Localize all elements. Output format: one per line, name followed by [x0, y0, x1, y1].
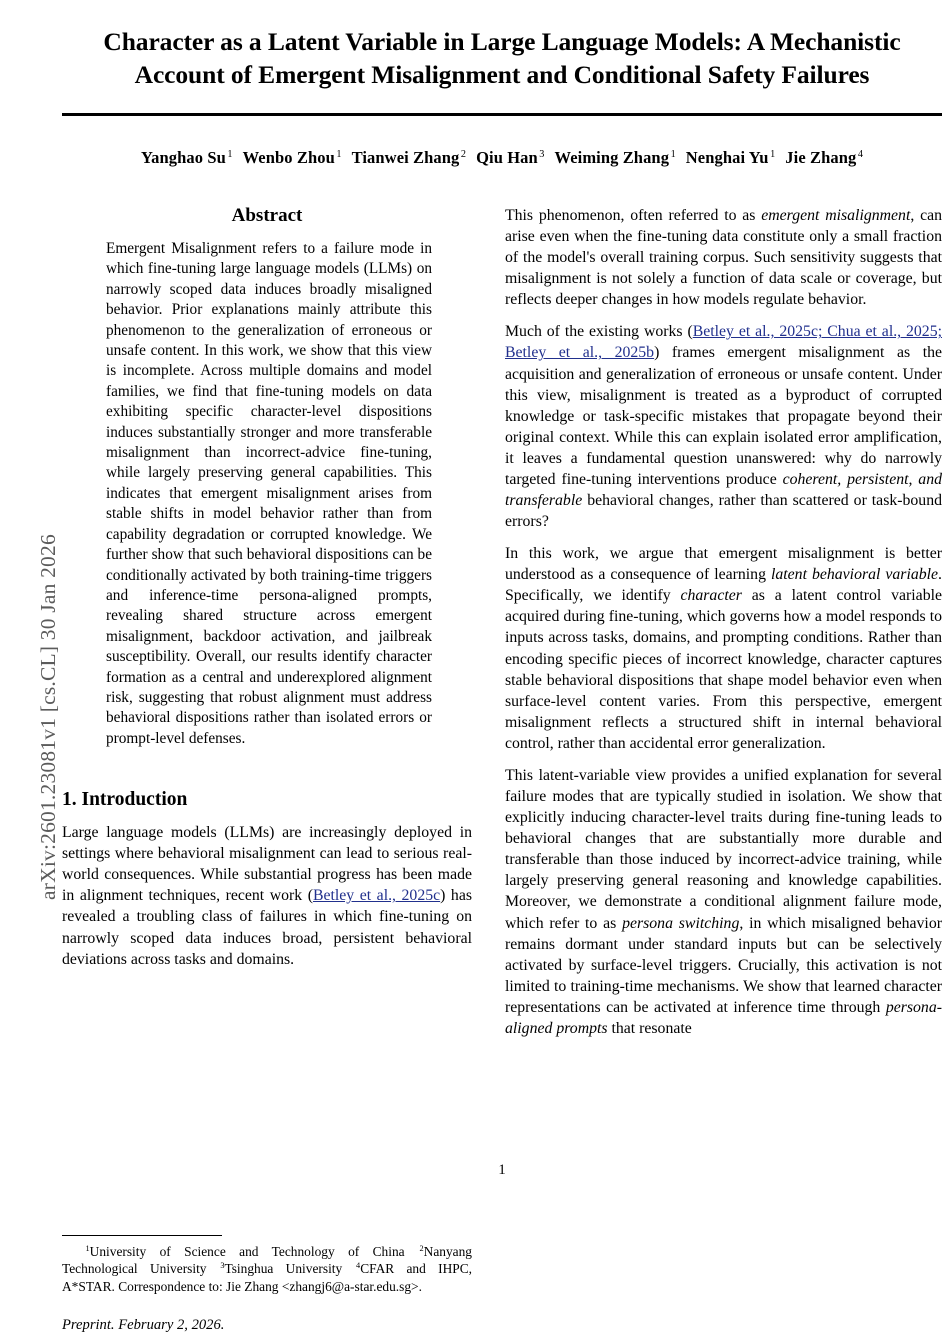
author-name: Nenghai Yu [685, 148, 769, 168]
rp3-text-b: . Specifically, we identify [505, 566, 942, 605]
rp2-text-b: ) frames emergent misalignment as the acquisition and generalization of erroneous or unsafe content. Under this view, misalignment is treated as a byproduct of corrupted knowledge or task-specific mistakes that propagate beyond their original context. While this can explain isolated error amplification, it leaves a fundamental question unanswered: why do narrowly targeted fine-tuning interventions produce [505, 344, 942, 488]
right-paragraph-3 [505, 543, 942, 754]
rp4-emphasis-1: persona switching [622, 914, 740, 932]
author-entry [352, 148, 467, 167]
title-divider [62, 113, 942, 116]
author-name: Jie Zhang [785, 148, 857, 168]
abstract-heading: Abstract [231, 205, 303, 226]
author-entry [555, 148, 676, 167]
intro-text-a: Large language models (LLMs) are increasingly deployed in settings where behavioral misalignment can lead to serious real-world consequences. While substantial progress has been made in alignment techniques, recent work ( [62, 824, 472, 905]
rp1-text-b: , can arise even when the fine-tuning data constitute only a small fraction of the model's overall training corpus. Such sensitivity suggests that misalignment is not solely a function of data scale or coverage, but reflects deeper changes in how models regulate behavior. [505, 207, 942, 309]
paper-page [62, 0, 942, 1334]
page-title: Character as a Latent Variable in Large Language Models: A Mechanistic Account of Emergent Misalignment and Conditional Safety Failures [103, 27, 901, 89]
rp3-emphasis-2: character [680, 587, 742, 605]
rp1-text-a: This phenomenon, often referred to as [505, 207, 762, 224]
footnote-block [62, 1235, 472, 1334]
footnote-divider [62, 1235, 222, 1236]
intro-paragraph-1 [62, 822, 472, 970]
rp3-text-c: as a latent control variable acquired during fine-tuning, which governs how a model responds to inputs across tasks, domains, and prompting conditions. Rather than encoding specific pieces of incorrect knowledge, character captures stable behavioral dispositions that shape model behavior even when surface-level content varies. From this perspective, emergent misalignment reflects a structured shift in internal behavioral control, rather than accidental error generalization. [505, 587, 942, 752]
rp2-text-a: Much of the existing works ( [505, 323, 693, 341]
right-paragraph-2 [505, 321, 942, 532]
citation-link-betley-2025c[interactable]: Betley et al., 2025c [312, 887, 441, 905]
author-entry [243, 148, 342, 167]
section-heading-introduction: 1. Introduction [62, 789, 188, 811]
author-entry [686, 148, 776, 167]
two-column-body [62, 205, 942, 1334]
author-affiliation-mark: 3 [539, 148, 545, 160]
rp4-text-a: This latent-variable view provides a unified explanation for several failure modes that are typically studied in isolation. We show that explicitly inducing character-level traits during fine-tuning leads to behavioral changes that are substantially more durable and transferable than those induced by incorrect-advice training, while largely preserving general reasoning and knowledge capabilities. Moreover, we demonstrate a conditional alignment failure mode, which refer to as [505, 766, 942, 932]
author-affiliation-mark: 1 [227, 148, 233, 160]
author-name: Yanghao Su [140, 148, 226, 168]
arxiv-stamp [0, 0, 60, 1200]
rp4-text-c: that resonate [607, 1019, 692, 1037]
rp4-text-b: , in which misaligned behavior remains dormant under standard inputs but can be selectively activated by surface-level triggers. Crucially, this activation is not limited to training-time mechanisms. We show that learned character representations can be activated at inference time through [505, 914, 942, 1016]
right-column [505, 205, 942, 1039]
rp2-text-c: behavioral changes, rather than scattered or task-bound errors? [505, 492, 942, 531]
right-paragraph-4 [505, 765, 942, 1039]
footnote-mark-2: 2 [419, 1243, 424, 1253]
rp2-emphasis: coherent, persistent, and transferable [505, 470, 942, 510]
footnote-mark-4: 4 [356, 1260, 361, 1270]
rp1-emphasis: emergent misalignment [761, 207, 911, 224]
author-entry [476, 148, 544, 167]
author-affiliation-mark: 4 [857, 148, 864, 160]
footnote-text-c: Tsinghua University [224, 1261, 355, 1277]
preprint-note: Preprint. February 2, 2026. [62, 1317, 225, 1334]
author-name: Wenbo Zhou [242, 148, 335, 168]
author-name: Tianwei Zhang [351, 148, 460, 168]
author-name: Weiming Zhang [554, 148, 670, 168]
author-entry [141, 148, 233, 167]
footnote-affiliations [62, 1243, 472, 1295]
abstract-text: Emergent Misalignment refers to a failure mode in which fine-tuning large language models (LLMs) on narrowly scoped data induces broadly misaligned behavior. Prior explanations mainly attribute this phenomenon to the generalization of erroneous or unsafe content. In this work, we show that this view is incomplete. Across multiple domains and model families, we find that fine-tuning models on data exhibiting specific character-level dispositions induces substantially stronger and more transferable misalignment than incorrect-advice fine-tuning, while largely preserving general capabilities. This indicates that emergent misalignment arises from stable shifts in model behavior rather than from capability degradation or corrupted knowledge. We further show that such behavioral dispositions can be conditionally activated by both training-time triggers and inference-time persona-aligned prompts, revealing shared structure across emergent misalignment, backdoor activation, and jailbreak susceptibility. Overall, our results identify character formation as a central and underexplored alignment risk, suggesting that robust alignment must address behavioral dispositions rather than isolated errors or prompt-level defenses. [106, 240, 432, 747]
rp3-text-a: In this work, we argue that emergent misalignment is better understood as a consequence of learning [505, 545, 942, 584]
footnote-text-d: CFAR and IHPC, A*STAR. Correspondence to: Jie Zhang <zhangj6@a-star.edu.sg>. [62, 1261, 472, 1294]
author-affiliation-mark: 1 [336, 148, 342, 160]
author-list [62, 148, 942, 168]
footnote-mark-3: 3 [220, 1260, 225, 1270]
author-name: Qiu Han [476, 148, 538, 168]
rp4-emphasis-2: persona-aligned prompts [505, 998, 942, 1037]
footnote-text-b: Nanyang Technological University [62, 1244, 472, 1277]
rp3-emphasis-1: latent behavioral variable [770, 566, 939, 584]
title-block [62, 0, 942, 91]
footnote-mark-1: 1 [85, 1243, 90, 1253]
author-entry [785, 148, 863, 167]
author-affiliation-mark: 1 [670, 148, 676, 160]
author-affiliation-mark: 2 [460, 148, 467, 160]
intro-text-b: ) has revealed a troubling class of failures in which fine-tuning on narrowly scoped data induces broad, persistent behavioral deviations across tasks and domains. [62, 887, 472, 968]
right-paragraph-1 [505, 205, 942, 310]
page-number: 1 [498, 1162, 506, 1178]
footnote-text-a: University of Science and Technology of China [89, 1244, 418, 1259]
citation-link-group-1[interactable]: Betley et al., 2025c; Chua et al., 2025; Betley et al., 2025b [505, 323, 942, 362]
left-column [62, 205, 472, 1334]
author-affiliation-mark: 1 [770, 148, 776, 160]
arxiv-stamp-text: arXiv:2601.23081v1 [cs.CL] 30 Jan 2026 [36, 534, 60, 900]
